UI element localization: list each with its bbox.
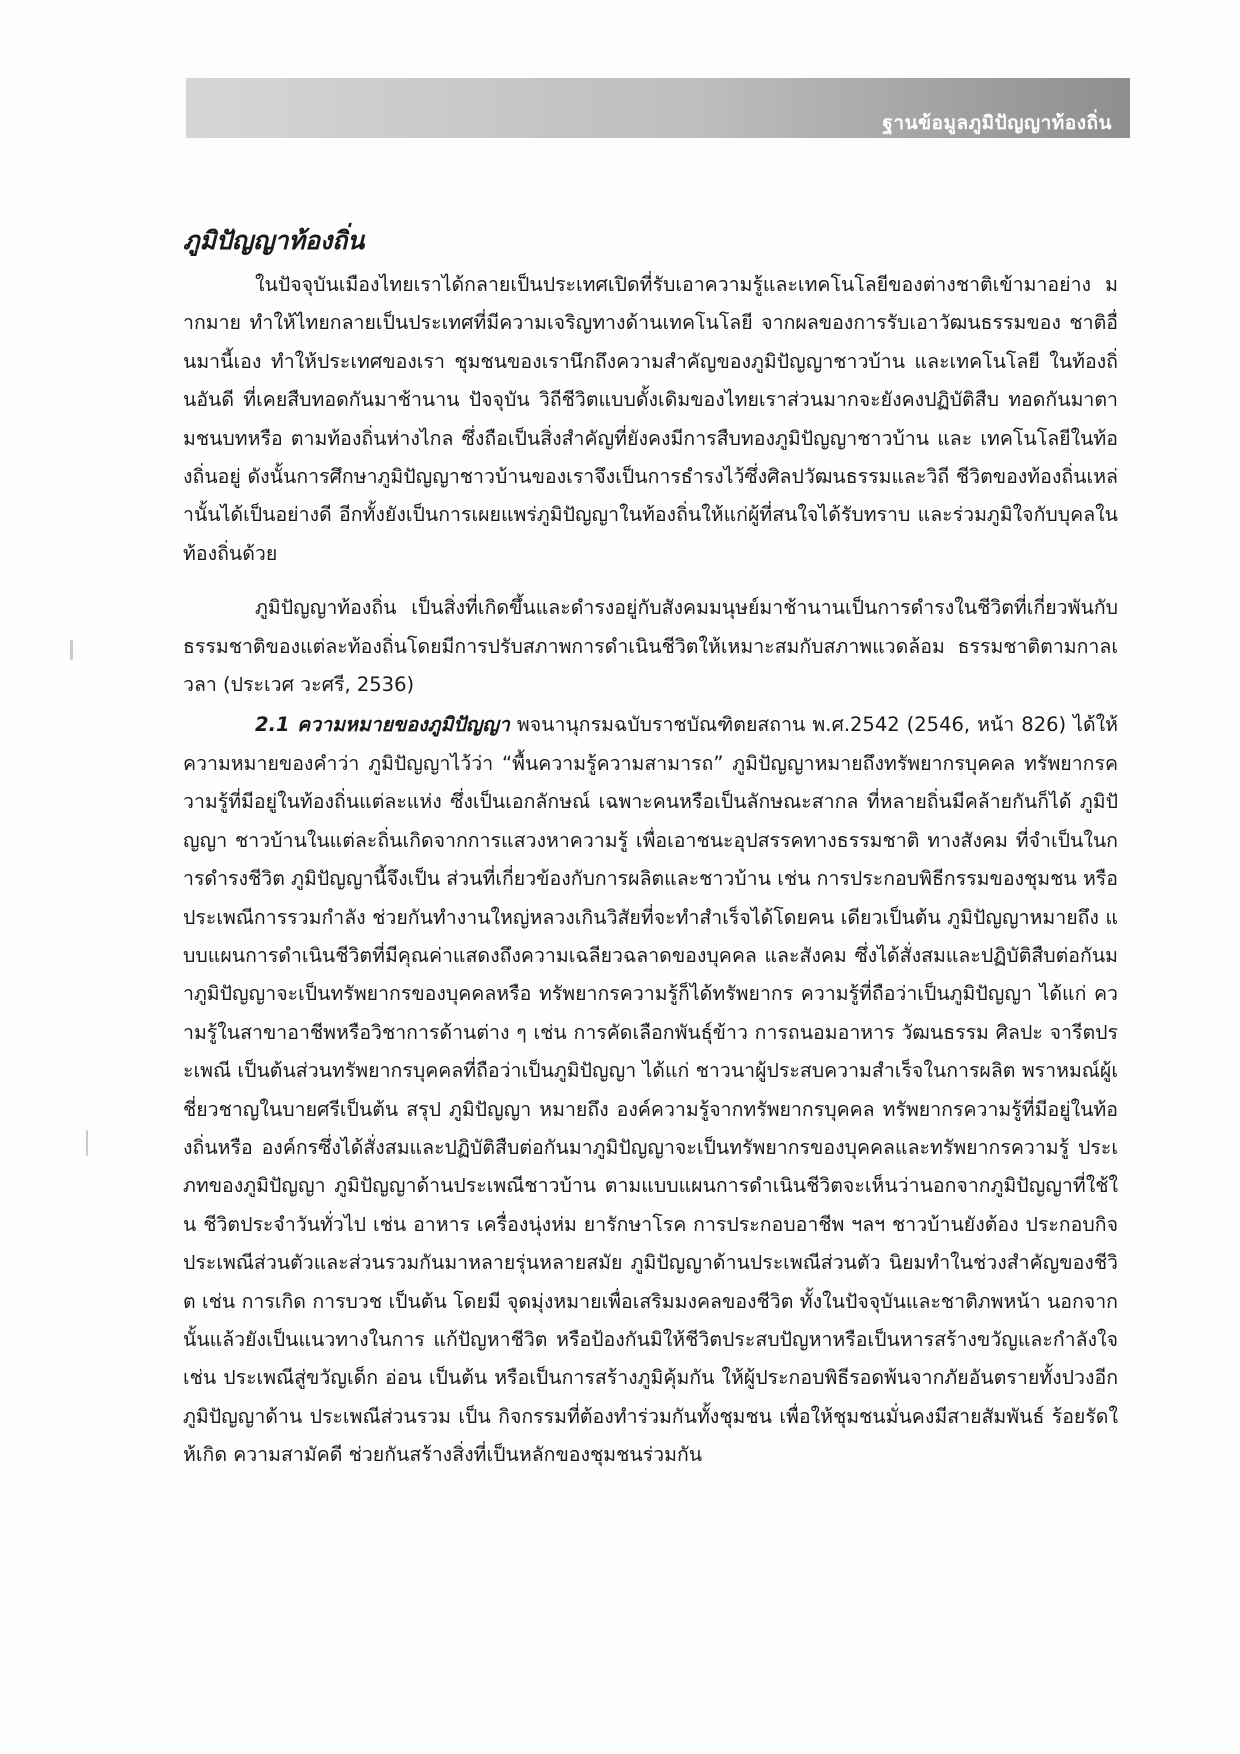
scan-speck <box>86 1130 88 1156</box>
paragraph-intro: ในปัจจุบันเมืองไทยเราได้กลายเป็นประเทศเปิดที่รับเอาความรู้และเทคโนโลยีของต่างชาติเข้ามาอย่าง มากมาย ทำให้ไทยกลายเป็นประเทศที่มีความเจริญทางด้านเทคโนโลยี จากผลของการรับเอาวัฒนธรรมของ ชาติอื่นมานี้เอง ทำให้ประเทศของเรา ชุมชนของเรานึกถึงความสำคัญของภูมิปัญญาชาวบ้าน และเทคโนโลยี ในท้องถิ่นอันดี ที่เคยสืบทอดกันมาช้านาน ปัจจุบัน วิถีชีวิตแบบดั้งเดิมของไทยเราส่วนมากจะยังคงปฏิบัติสืบ ทอดกันมาตามชนบทหรือ ตามท้องถิ่นห่างไกล ซึ่งถือเป็นสิ่งสำคัญที่ยังคงมีการสืบทองภูมิปัญญาชาวบ้าน และ เทคโนโลยีในท้องถิ่นอยู่ ดังนั้นการศึกษาภูมิปัญญาชาวบ้านของเราจึงเป็นการธำรงไว้ซึ่งศิลปวัฒนธรรมและวิถี ชีวิตของท้องถิ่นเหล่านั้นได้เป็นอย่างดี อีกทั้งยังเป็นการเผยแพร่ภูมิปัญญาในท้องถิ่นให้แก่ผู้ที่สนใจได้รับทราบ และร่วมภูมิใจกับบุคลในท้องถิ่นด้วย <box>183 273 1118 565</box>
subsection-text: พจนานุกรมฉบับราชบัณฑิตยสถาน พ.ศ.2542 (2546, หน้า 826) ได้ให้ความหมายของคำว่า ภูมิปัญญาไว้ว่า “พื้นความรู้ความสามารถ” ภูมิปัญญาหมายถึงทรัพยากรบุคคล ทรัพยากรความรู้ที่มีอยู่ในท้องถิ่นแต่ละแห่ง ซึ่งเป็นเอกลักษณ์ เฉพาะคนหรือเป็นลักษณะสากล ที่หลายถิ่นมีคล้ายกันก็ได้ ภูมิปัญญา ชาวบ้านในแต่ละถิ่นเกิดจากการแสวงหาความรู้ เพื่อเอาชนะอุปสรรคทางธรรมชาติ ทางสังคม ที่จำเป็นในการดำรงชีวิต ภูมิปัญญานี้จึงเป็น ส่วนที่เกี่ยวข้องกับการผลิตและชาวบ้าน เช่น การประกอบพิธีกรรมของชุมชน หรือประเพณีการรวมกำลัง ช่วยกันทำงานใหญ่หลวงเกินวิสัยที่จะทำสำเร็จได้โดยคน เดียวเป็นต้น ภูมิปัญญาหมายถึง แบบแผนการดำเนินชีวิตที่มีคุณค่าแสดงถึงความเฉลียวฉลาดของบุคคล และสังคม ซึ่งได้สั่งสมและปฏิบัติสืบต่อกันมาภูมิปัญญาจะเป็นทรัพยากรของบุคคลหรือ ทรัพยากรความรู้ก็ได้ทรัพยากร ความรู้ที่ถือว่าเป็นภูมิปัญญา ได้แก่ ความรู้ในสาขาอาชีพหรือวิชาการด้านต่าง ๆ เช่น การคัดเลือกพันธุ์ข้าว การถนอมอาหาร วัฒนธรรม ศิลปะ จารีตประเพณี เป็นต้นส่วนทรัพยากรบุคคลที่ถือว่าเป็นภูมิปัญญา ได้แก่ ชาวนาผู้ประสบความสำเร็จในการผลิต พราหมณ์ผู้เชี่ยวชาญในบายศรีเป็นต้น สรุป ภูมิปัญญา หมายถึง องค์ความรู้จากทรัพยากรบุคคล ทรัพยากรความรู้ที่มีอยู่ในท้องถิ่นหรือ องค์กรซึ่งได้สั่งสมและปฏิบัติสืบต่อกันมาภูมิปัญญาจะเป็นทรัพยากรของบุคคลและทรัพยากรความรู้ ประเภทของภูมิปัญญา ภูมิปัญญาด้านประเพณีชาวบ้าน ตามแบบแผนการดำเนินชีวิตจะเห็นว่านอกจากภูมิปัญญาที่ใช้ใน ชีวิตประจำวันทั่วไป เช่น อาหาร เครื่องนุ่งห่ม ยารักษาโรค การประกอบอาชีพ ฯลฯ ชาวบ้านยังต้อง ประกอบกิจประเพณีส่วนตัวและส่วนรวมกันมาหลายรุ่นหลายสมัย ภูมิปัญญาด้านประเพณีส่วนตัว นิยมทำในช่วงสำคัญของชีวิต เช่น การเกิด การบวช เป็นต้น โดยมี จุดมุ่งหมายเพื่อเสริมมงคลของชีวิต ทั้งในปัจจุบันและชาติภพหน้า นอกจากนั้นแล้วยังเป็นแนวทางในการ แก้ปัญหาชีวิต หรือป้องกันมิให้ชีวิตประสบปัญหาหรือเป็นหารสร้างขวัญและกำลังใจ เช่น ประเพณีสู่ขวัญเด็ก อ่อน เป็นต้น หรือเป็นการสร้างภูมิคุ้มกัน ให้ผู้ประกอบพิธีรอดพ้นจากภัยอันตรายทั้งปวงอีกภูมิปัญญาด้าน ประเพณีส่วนรวม เป็น กิจกรรมที่ต้องทำร่วมกันทั้งชุมชน เพื่อให้ชุมชนมั่นคงมีสายสัมพันธ์ ร้อยรัดให้เกิด ความสามัคดี ช่วยกันสร้างสิ่งที่เป็นหลักของชุมชนร่วมกัน <box>183 713 1118 1467</box>
section-title: ภูมิปัญญาท้องถิ่น <box>183 226 365 255</box>
header-title: ฐานข้อมูลภูมิปัญญาท้องถิ่น <box>882 112 1112 134</box>
scan-speck <box>70 640 73 660</box>
subsection-paragraph <box>183 706 1118 1474</box>
subsection-heading: 2.1 ความหมายของภูมิปัญญา <box>255 713 510 737</box>
header-band <box>186 78 1130 138</box>
paragraph-definition: ภูมิปัญญาท้องถิ่น เป็นสิ่งที่เกิดขึ้นและดำรงอยู่กับสังคมมนุษย์มาช้านานเป็นการดำรงในชีวิตที่เกี่ยวพันกับธรรมชาติของแต่ละท้องถิ่นโดยมีการปรับสภาพการดำเนินชีวิตให้เหมาะสมกับสภาพแวดล้อม ธรรมชาติตามกาลเวลา (ประเวศ วะศรี, 2536) <box>183 596 1118 697</box>
main-content <box>183 222 1118 1475</box>
